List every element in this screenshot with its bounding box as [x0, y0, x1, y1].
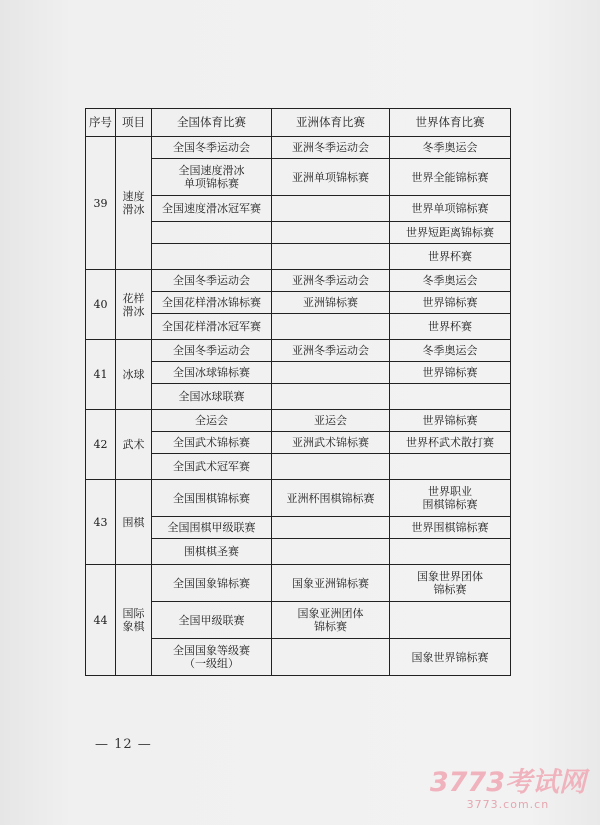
row-item: 冰球	[116, 340, 152, 410]
world-event: 世界杯武术散打赛	[390, 432, 511, 454]
row-number: 41	[86, 340, 116, 410]
national-event: 全运会	[152, 410, 272, 432]
national-event: 全国速度滑冰冠军赛	[152, 196, 272, 222]
national-event	[152, 244, 272, 270]
national-event: 全国甲级联赛	[152, 602, 272, 639]
asia-event: 亚洲锦标赛	[272, 292, 390, 314]
asia-event	[272, 196, 390, 222]
national-event: 全国冬季运动会	[152, 137, 272, 159]
page-number: — 12 —	[95, 737, 152, 752]
national-event: 全国花样滑冰锦标赛	[152, 292, 272, 314]
asia-event	[272, 244, 390, 270]
asia-event	[272, 639, 390, 676]
sports-events-table	[85, 108, 511, 676]
asia-event: 亚运会	[272, 410, 390, 432]
header-national: 全国体育比赛	[152, 109, 272, 137]
asia-event	[272, 539, 390, 565]
world-event: 世界锦标赛	[390, 410, 511, 432]
header-item: 项目	[116, 109, 152, 137]
asia-event: 亚洲单项锦标赛	[272, 159, 390, 196]
watermark-url: 3773.com.cn	[466, 798, 550, 811]
table-row	[86, 137, 511, 159]
header-asia: 亚洲体育比赛	[272, 109, 390, 137]
national-event: 全国速度滑冰 单项锦标赛	[152, 159, 272, 196]
row-number: 43	[86, 480, 116, 565]
asia-event	[272, 384, 390, 410]
row-item: 武术	[116, 410, 152, 480]
national-event: 全国冬季运动会	[152, 270, 272, 292]
row-number: 40	[86, 270, 116, 340]
world-event: 世界全能锦标赛	[390, 159, 511, 196]
table-row	[86, 410, 511, 432]
asia-event	[272, 314, 390, 340]
national-event: 全国武术锦标赛	[152, 432, 272, 454]
world-event: 国象世界锦标赛	[390, 639, 511, 676]
national-event: 围棋棋圣赛	[152, 539, 272, 565]
asia-event: 亚洲冬季运动会	[272, 137, 390, 159]
world-event: 冬季奥运会	[390, 270, 511, 292]
national-event: 全国冰球锦标赛	[152, 362, 272, 384]
asia-event: 亚洲冬季运动会	[272, 270, 390, 292]
world-event: 世界杯赛	[390, 314, 511, 340]
header-world: 世界体育比赛	[390, 109, 511, 137]
world-event: 世界职业 围棋锦标赛	[390, 480, 511, 517]
table-row	[86, 340, 511, 362]
world-event	[390, 454, 511, 480]
row-item: 速度 滑冰	[116, 137, 152, 270]
asia-event	[272, 222, 390, 244]
world-event: 世界短距离锦标赛	[390, 222, 511, 244]
world-event	[390, 539, 511, 565]
asia-event	[272, 362, 390, 384]
national-event: 全国花样滑冰冠军赛	[152, 314, 272, 340]
row-item: 花样 滑冰	[116, 270, 152, 340]
row-item: 国际 象棋	[116, 565, 152, 676]
world-event: 世界杯赛	[390, 244, 511, 270]
watermark-logo	[430, 768, 586, 811]
asia-event	[272, 454, 390, 480]
world-event	[390, 602, 511, 639]
world-event: 世界锦标赛	[390, 362, 511, 384]
asia-event: 国象亚洲团体 锦标赛	[272, 602, 390, 639]
national-event	[152, 222, 272, 244]
table-row	[86, 480, 511, 517]
row-number: 42	[86, 410, 116, 480]
world-event: 国象世界团体 锦标赛	[390, 565, 511, 602]
world-event	[390, 384, 511, 410]
row-item: 围棋	[116, 480, 152, 565]
asia-event: 亚洲冬季运动会	[272, 340, 390, 362]
row-number: 44	[86, 565, 116, 676]
national-event: 全国武术冠军赛	[152, 454, 272, 480]
world-event: 世界围棋锦标赛	[390, 517, 511, 539]
national-event: 全国国象等级赛 （一级组）	[152, 639, 272, 676]
world-event: 世界单项锦标赛	[390, 196, 511, 222]
national-event: 全国围棋甲级联赛	[152, 517, 272, 539]
national-event: 全国冰球联赛	[152, 384, 272, 410]
world-event: 世界锦标赛	[390, 292, 511, 314]
national-event: 全国围棋锦标赛	[152, 480, 272, 517]
asia-event: 国象亚洲锦标赛	[272, 565, 390, 602]
table-header-row	[86, 109, 511, 137]
watermark-main: 3773考试网	[429, 767, 586, 798]
asia-event: 亚洲武术锦标赛	[272, 432, 390, 454]
asia-event	[272, 517, 390, 539]
table-row	[86, 270, 511, 292]
header-number: 序号	[86, 109, 116, 137]
row-number: 39	[86, 137, 116, 270]
world-event: 冬季奥运会	[390, 340, 511, 362]
asia-event: 亚洲杯围棋锦标赛	[272, 480, 390, 517]
world-event: 冬季奥运会	[390, 137, 511, 159]
table-row	[86, 565, 511, 602]
national-event: 全国冬季运动会	[152, 340, 272, 362]
national-event: 全国国象锦标赛	[152, 565, 272, 602]
